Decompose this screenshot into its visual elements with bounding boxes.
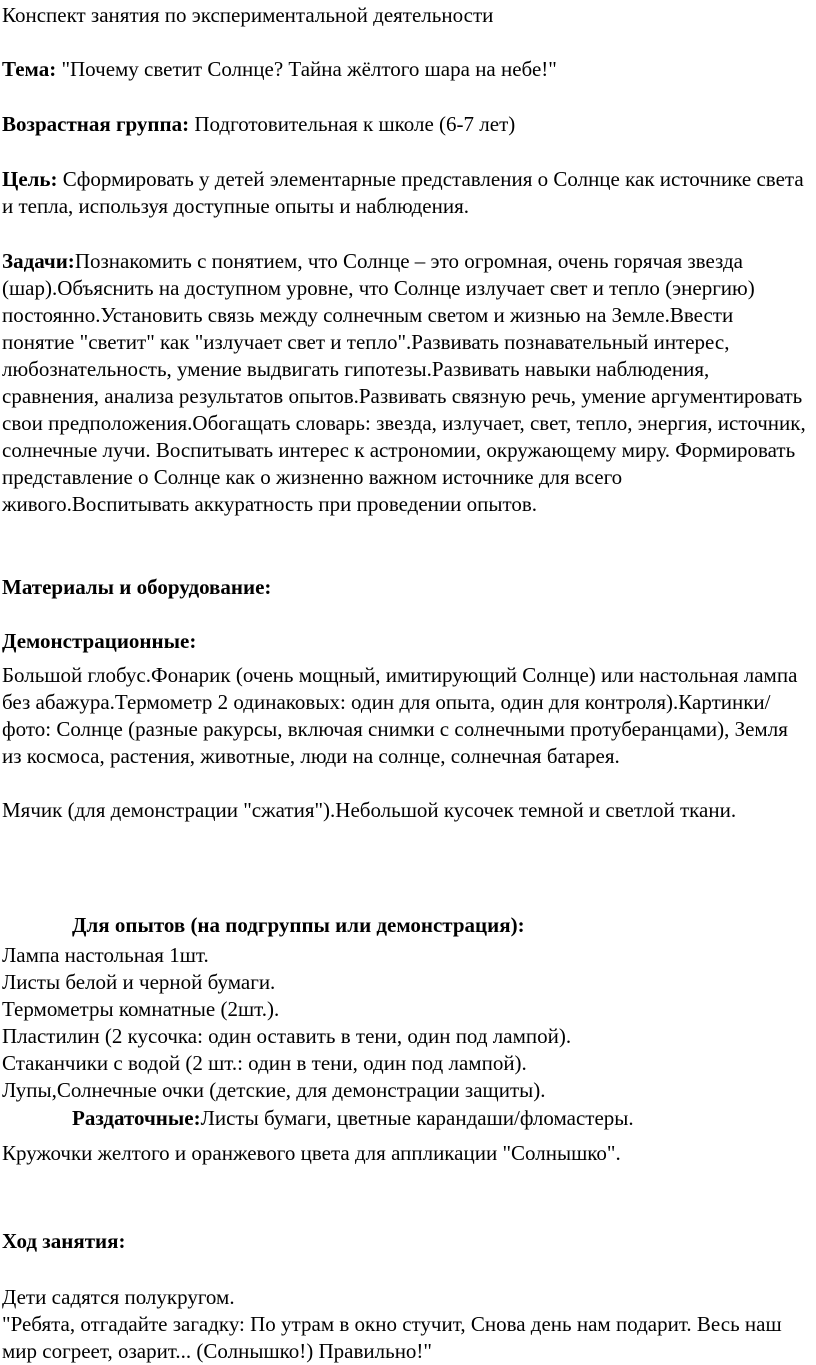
goal-paragraph xyxy=(2,166,808,220)
demo-heading: Демонстрационные: xyxy=(2,629,197,653)
course-heading: Ход занятия: xyxy=(2,1229,126,1253)
document-title: Конспект занятия по экспериментальной деятельности xyxy=(2,3,494,27)
handout-extra: Кружочки желтого и оранжевого цвета для аппликации "Солнышко". xyxy=(2,1141,621,1165)
theme-line xyxy=(2,56,808,83)
theme-label: Тема: xyxy=(2,57,57,81)
list-item: Лупы,Солнечные очки (детские, для демонстрации защиты). xyxy=(2,1078,546,1102)
course-text-2: "Ребята, отгадайте загадку: По утрам в окно стучит, Снова день нам подарит. Весь наш мир согреет, озарит... (Солнышко!) Правильно!" xyxy=(2,1312,782,1363)
age-group-value: Подготовительная к школе (6-7 лет) xyxy=(189,112,516,136)
handout-value: Листы бумаги, цветные карандаши/фломастеры. xyxy=(200,1106,634,1130)
tasks-paragraph xyxy=(2,248,808,518)
list-item: Пластилин (2 кусочка: один оставить в тени, один под лампой). xyxy=(2,1024,572,1048)
experiments-heading: Для опытов (на подгруппы или демонстрация): xyxy=(72,913,525,937)
materials-heading: Материалы и оборудование: xyxy=(2,575,272,599)
age-group-line xyxy=(2,111,808,138)
list-item: Термометры комнатные (2шт.). xyxy=(2,997,280,1021)
goal-label: Цель: xyxy=(2,167,58,191)
tasks-label: Задачи: xyxy=(2,249,75,273)
handout-line xyxy=(2,1105,816,1132)
demo-text-1: Большой глобус.Фонарик (очень мощный, имитирующий Солнце) или настольная лампа без абажура.Термометр 2 одинаковых: один для опыта, один для контроля).Картинки/фото: Солнце (разные ракурсы, включая снимки с солнечными протуберанцами), Земля из космоса, растения, животные, люди на солнце, солнечная батарея. xyxy=(2,663,798,768)
handout-label: Раздаточные: xyxy=(72,1106,201,1130)
list-item: Лампа настольная 1шт. xyxy=(2,943,209,967)
goal-value: Сформировать у детей элементарные представления о Солнце как источнике света и тепла, используя доступные опыты и наблюдения. xyxy=(2,167,804,218)
tasks-value: Познакомить с понятием, что Солнце – это огромная, очень горячая звезда (шар).Объяснить на доступном уровне, что Солнце излучает свет и тепло (энергию) постоянно.Установить связь между солнечным светом и жизнью на Земле.Ввести понятие "светит" как "излучает свет и тепло".Развивать познавательный интерес, любознательность, умение выдвигать гипотезы.Развивать навыки наблюдения, сравнения, анализа результатов опытов.Развивать связную речь, умение аргументировать свои предположения.Обогащать словарь: звезда, излучает, свет, тепло, энергия, источник, солнечные лучи. Воспитывать интерес к астрономии, окружающему миру. Формировать представление о Солнце как о жизненно важном источнике для всего живого.Воспитывать аккуратность при проведении опытов. xyxy=(2,249,806,516)
list-item: Стаканчики с водой (2 шт.: один в тени, один под лампой). xyxy=(2,1051,527,1075)
theme-value: "Почему светит Солнце? Тайна жёлтого шара на небе!" xyxy=(56,57,557,81)
experiments-list xyxy=(2,942,808,1104)
demo-text-2: Мячик (для демонстрации "сжатия").Небольшой кусочек темной и светлой ткани. xyxy=(2,798,737,822)
age-group-label: Возрастная группа: xyxy=(2,112,190,136)
course-text-1: Дети садятся полукругом. xyxy=(2,1285,235,1309)
list-item: Листы белой и черной бумаги. xyxy=(2,970,276,994)
